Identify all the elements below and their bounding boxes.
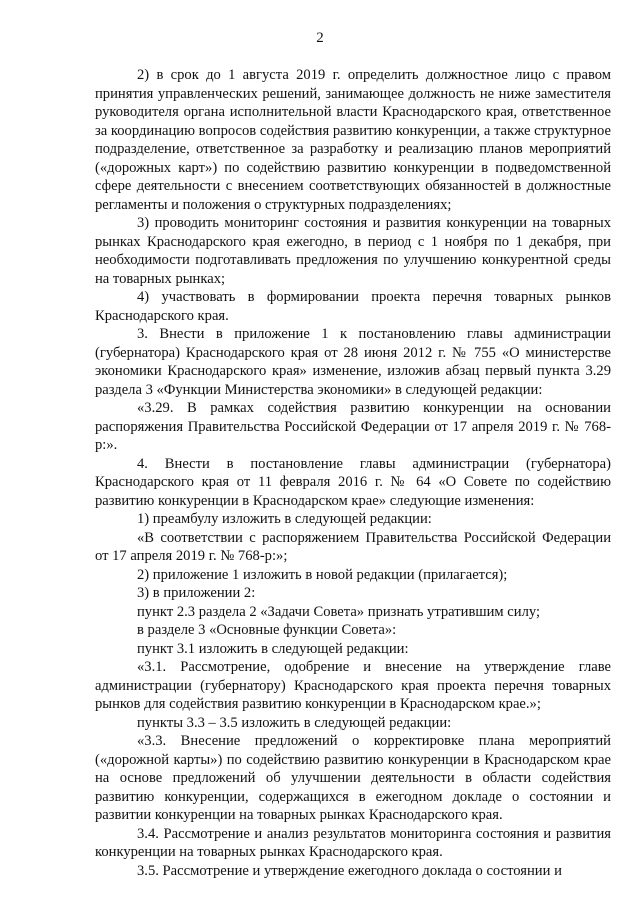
page-number: 2 [316, 30, 324, 46]
paragraph-4-participate: 4) участвовать в формировании проекта перечня товарных рынков Краснодарского края. [95, 289, 611, 324]
paragraph-2-appoint-official: 2) в срок до 1 августа 2019 г. определить должностное лицо с правом принятия управленческих решений, занимающее должность не ниже заместителя руководителя органа исполнительной власти Краснодарского края, ответственное за координацию вопросов содействия развитию конкуренции, а также структурное подразделение, ответственное за разработку и реализацию планов мероприятий («дорожных карт») по содействию развитию конкуренции в подведомственной сфере деятельности с внесением соответствующих обязанностей в должностные регламенты и положения о структурных подразделениях; [95, 67, 611, 213]
paragraph-point-3-1: пункт 3.1 изложить в следующей редакции: [137, 640, 409, 657]
paragraph-3-4: 3.4. Рассмотрение и анализ результатов мониторинга состояния и развития конкуренции на товарных рынках Краснодарского края. [95, 825, 611, 860]
paragraph-preamble: 1) преамбулу изложить в следующей редакции: [137, 511, 432, 527]
paragraph-appendix-2: 3) в приложении 2: [137, 585, 256, 601]
paragraph-3-29-quote: «3.29. В рамках содействия развитию конкуренции на основании распоряжения Правительства Российской Федерации от 17 апреля 2019 г. № 768-р:». [95, 400, 611, 453]
paragraph-appendix-1: 2) приложение 1 изложить в новой редакции (прилагается); [137, 566, 508, 583]
paragraph-3-3-quote: «3.3. Внесение предложений о корректировке плана мероприятий («дорожной карты») по содействию развитию конкуренции в Краснодарском крае на основе предложений об улучшении деятельности в области содействия развитию конкуренции, содержащихся в ежегодном докладе о состоянии и развитии конкуренции на товарных рынках Краснодарского края. [95, 733, 611, 823]
paragraph-3-5: 3.5. Рассмотрение и утверждение ежегодного доклада о состоянии и [137, 862, 562, 879]
document-body [95, 66, 611, 880]
paragraph-point-2-3: пункт 2.3 раздела 2 «Задачи Совета» признать утратившим силу; [137, 603, 541, 620]
paragraph-3-monitoring: 3) проводить мониторинг состояния и развития конкуренции на товарных рынках Краснодарского края ежегодно, в период с 1 ноября по 1 декабря, при необходимости подготавливать предложения по улучшению конкурентной среды на товарных рынках; [95, 215, 611, 287]
paragraph-section-3: в разделе 3 «Основные функции Совета»: [137, 622, 397, 638]
paragraph-item-4: 4. Внести в постановление главы администрации (губернатора) Краснодарского края от 11 февраля 2016 г. № 64 «О Совете по содействию развитию конкуренции в Краснодарском крае» следующие изменения: [95, 455, 611, 509]
paragraph-item-3: 3. Внести в приложение 1 к постановлению главы администрации (губернатора) Краснодарского края от 28 июня 2012 г. № 755 «О министерстве экономики Краснодарского края» изменение, изложив абзац первый пункта 3.29 раздела 3 «Функции Министерства экономики» в следующей редакции: [95, 326, 611, 398]
paragraph-points-3-3-3-5: пункты 3.3 – 3.5 изложить в следующей редакции: [137, 714, 452, 731]
paragraph-3-1-quote: «3.1. Рассмотрение, одобрение и внесение на утверждение главе администрации (губернатору) Краснодарского края проекта перечня товарных рынков для содействия развитию конкуренции в Краснодарском крае.»; [95, 659, 611, 712]
paragraph-preamble-quote: «В соответствии с распоряжением Правительства Российской Федерации от 17 апреля 2019 г. № 768-р:»; [95, 529, 611, 564]
